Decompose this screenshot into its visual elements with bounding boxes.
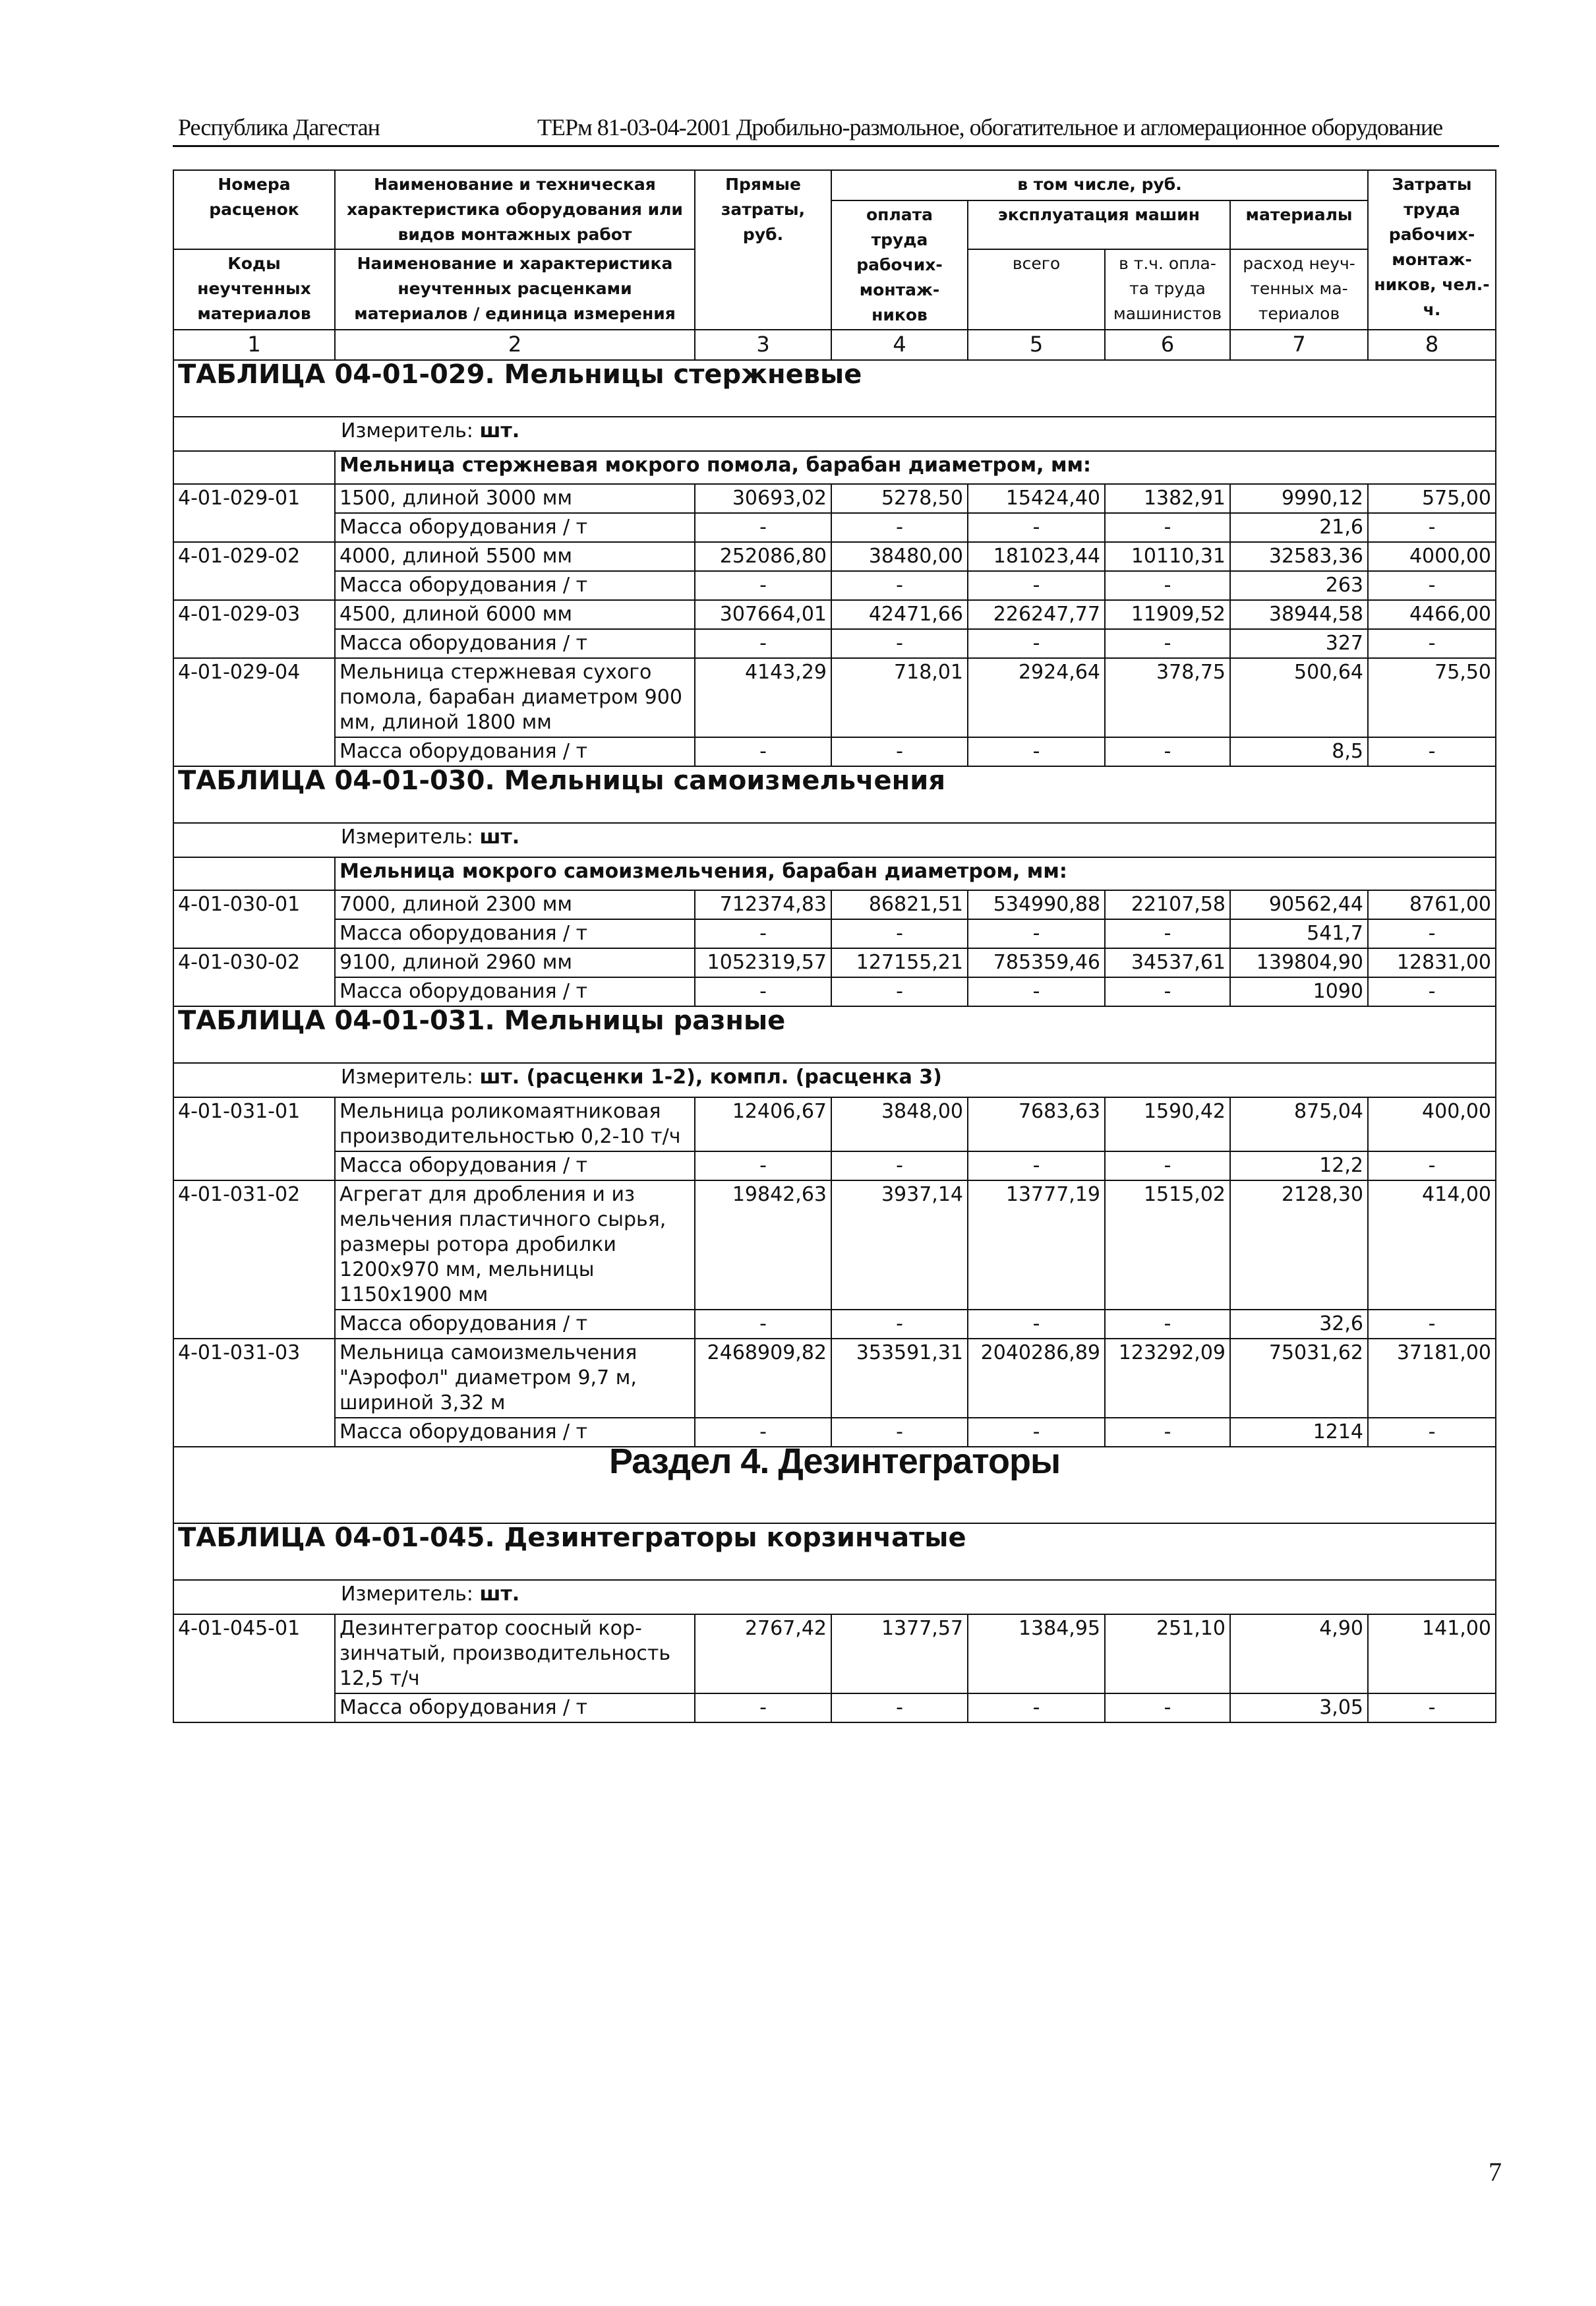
value-direct: 307664,01 <box>695 600 831 629</box>
empty-dash: - <box>1105 1693 1230 1722</box>
header-machines-total: всего <box>968 249 1105 330</box>
mass-value: 327 <box>1230 629 1368 658</box>
value-labor: 353591,31 <box>831 1339 968 1418</box>
value-labor: 127155,21 <box>831 948 968 977</box>
header-rate-numbers: Номера расценок <box>173 170 335 249</box>
header-unaccounted-materials: расход неуч-тенных ма-териалов <box>1230 249 1368 330</box>
value-mach: 181023,44 <box>968 542 1105 571</box>
value-hours: 141,00 <box>1368 1614 1496 1693</box>
rate-code: 4-01-029-04 <box>173 658 335 766</box>
table-row <box>173 542 1496 571</box>
empty-dash: - <box>968 977 1105 1006</box>
empty-dash: - <box>695 571 831 600</box>
header-including: в том числе, руб. <box>831 170 1368 200</box>
empty-dash: - <box>1368 1310 1496 1339</box>
rate-code: 4-01-031-03 <box>173 1339 335 1447</box>
item-name: 4500, длиной 6000 мм <box>335 600 695 629</box>
mass-label: Масса оборудования / т <box>335 1418 695 1447</box>
table-row <box>173 658 1496 737</box>
item-name: Мельница роликомаятниковая производительностью 0,2-10 т/ч <box>335 1097 695 1151</box>
value-mach: 785359,46 <box>968 948 1105 977</box>
mass-value: 32,6 <box>1230 1310 1368 1339</box>
empty-dash: - <box>1368 1418 1496 1447</box>
header-machinist-pay: в т.ч. опла-та труда машинистов <box>1105 249 1230 330</box>
empty-dash: - <box>831 1310 968 1339</box>
mass-row <box>173 513 1496 542</box>
value-mach_lab: 34537,61 <box>1105 948 1230 977</box>
empty-dash: - <box>695 737 831 766</box>
value-mat: 75031,62 <box>1230 1339 1368 1418</box>
header-direct-costs: Прямые затраты, руб. <box>695 170 831 330</box>
meter <box>173 417 1496 451</box>
value-mach: 2040286,89 <box>968 1339 1105 1418</box>
item-name: Мельница самоизмельчения "Аэрофол" диаметром 9,7 м, шириной 3,32 м <box>335 1339 695 1418</box>
item-name: Мельница стержневая сухого помола, барабан диаметром 900 мм, длиной 1800 мм <box>335 658 695 737</box>
value-hours: 575,00 <box>1368 484 1496 513</box>
rate-code: 4-01-030-01 <box>173 890 335 948</box>
empty-dash: - <box>1368 919 1496 948</box>
empty-dash: - <box>1368 571 1496 600</box>
value-mat: 139804,90 <box>1230 948 1368 977</box>
mass-row <box>173 571 1496 600</box>
value-mat: 9990,12 <box>1230 484 1368 513</box>
table-header <box>173 170 1496 330</box>
meter-row <box>173 417 1496 451</box>
page-number: 7 <box>1489 2157 1502 2187</box>
empty-dash: - <box>831 1151 968 1180</box>
rate-code: 4-01-029-03 <box>173 600 335 658</box>
mass-label: Масса оборудования / т <box>335 977 695 1006</box>
meter-value: шт. (расценки 1-2), компл. (расценка 3) <box>479 1066 942 1089</box>
empty-dash: - <box>695 919 831 948</box>
value-mach_lab: 123292,09 <box>1105 1339 1230 1418</box>
table-row <box>173 890 1496 919</box>
value-hours: 8761,00 <box>1368 890 1496 919</box>
empty-dash: - <box>831 571 968 600</box>
mass-row <box>173 1310 1496 1339</box>
empty-dash: - <box>831 919 968 948</box>
value-mat: 38944,58 <box>1230 600 1368 629</box>
header-materials: материалы <box>1230 200 1368 249</box>
empty-dash: - <box>1105 977 1230 1006</box>
column-numbers <box>173 330 1496 360</box>
value-mach_lab: 251,10 <box>1105 1614 1230 1693</box>
value-mat: 4,90 <box>1230 1614 1368 1693</box>
subheading: Мельница стержневая мокрого помола, барабан диаметром, мм: <box>335 451 1496 484</box>
header-name-top: Наименование и техническая характеристика оборудования или видов монтажных работ <box>335 170 695 249</box>
meter-value: шт. <box>479 419 520 442</box>
empty-dash: - <box>1105 737 1230 766</box>
section-row <box>173 1447 1496 1523</box>
meter <box>173 823 1496 857</box>
header-material-codes: Коды неучтенных материалов <box>173 249 335 330</box>
meter <box>173 1063 1496 1097</box>
value-mach: 226247,77 <box>968 600 1105 629</box>
empty-dash: - <box>968 919 1105 948</box>
header-rule <box>173 145 1499 147</box>
running-header-left: Республика Дагестан <box>178 114 380 140</box>
item-name: 9100, длиной 2960 мм <box>335 948 695 977</box>
value-hours: 400,00 <box>1368 1097 1496 1151</box>
value-mach_lab: 10110,31 <box>1105 542 1230 571</box>
running-header <box>178 109 1503 146</box>
value-direct: 30693,02 <box>695 484 831 513</box>
value-labor: 1377,57 <box>831 1614 968 1693</box>
empty-dash: - <box>1105 1310 1230 1339</box>
table-row <box>173 484 1496 513</box>
empty-dash: - <box>1368 1151 1496 1180</box>
rate-code: 4-01-029-02 <box>173 542 335 600</box>
empty-dash: - <box>1368 977 1496 1006</box>
value-mach: 1384,95 <box>968 1614 1105 1693</box>
value-hours: 4000,00 <box>1368 542 1496 571</box>
empty-dash: - <box>831 737 968 766</box>
empty-dash: - <box>1368 1693 1496 1722</box>
table-title: ТАБЛИЦА 04-01-031. Мельницы разные <box>173 1006 1496 1063</box>
value-labor: 3937,14 <box>831 1180 968 1310</box>
mass-value: 3,05 <box>1230 1693 1368 1722</box>
meter-value: шт. <box>479 826 520 849</box>
empty-dash: - <box>968 629 1105 658</box>
column-number: 3 <box>695 330 831 360</box>
subheading-row <box>173 857 1496 890</box>
value-mat: 875,04 <box>1230 1097 1368 1151</box>
item-name: 4000, длиной 5500 мм <box>335 542 695 571</box>
table-row <box>173 1339 1496 1418</box>
value-labor: 3848,00 <box>831 1097 968 1151</box>
value-mat: 500,64 <box>1230 658 1368 737</box>
value-direct: 712374,83 <box>695 890 831 919</box>
running-header-right: ТЕРм 81-03-04-2001 Дробильно-размольное, обогатительное и агломерационное оборудование <box>537 114 1443 140</box>
mass-label: Масса оборудования / т <box>335 737 695 766</box>
mass-value: 21,6 <box>1230 513 1368 542</box>
empty-dash: - <box>831 629 968 658</box>
mass-label: Масса оборудования / т <box>335 1310 695 1339</box>
empty-dash: - <box>1105 571 1230 600</box>
value-mach: 15424,40 <box>968 484 1105 513</box>
empty-dash: - <box>1368 513 1496 542</box>
mass-label: Масса оборудования / т <box>335 629 695 658</box>
table-row <box>173 1614 1496 1693</box>
mass-value: 541,7 <box>1230 919 1368 948</box>
mass-label: Масса оборудования / т <box>335 571 695 600</box>
empty-dash: - <box>695 1151 831 1180</box>
meter <box>173 1580 1496 1614</box>
meter-label: Измеритель: <box>341 419 473 442</box>
mass-value: 8,5 <box>1230 737 1368 766</box>
mass-row <box>173 629 1496 658</box>
value-labor: 38480,00 <box>831 542 968 571</box>
table-title-row <box>173 1006 1496 1063</box>
mass-row <box>173 919 1496 948</box>
empty-dash: - <box>968 1310 1105 1339</box>
value-mach: 534990,88 <box>968 890 1105 919</box>
mass-row <box>173 1151 1496 1180</box>
empty-dash: - <box>968 571 1105 600</box>
table-row <box>173 948 1496 977</box>
value-mach_lab: 378,75 <box>1105 658 1230 737</box>
column-number: 8 <box>1368 330 1496 360</box>
value-hours: 75,50 <box>1368 658 1496 737</box>
empty-dash: - <box>695 513 831 542</box>
value-mach_lab: 11909,52 <box>1105 600 1230 629</box>
empty-dash: - <box>968 1693 1105 1722</box>
meter-row <box>173 1580 1496 1614</box>
value-hours: 414,00 <box>1368 1180 1496 1310</box>
empty-dash: - <box>831 977 968 1006</box>
rate-code: 4-01-031-01 <box>173 1097 335 1180</box>
header-labor-hours: Затраты труда рабочих-монтаж-ников, чел.-ч. <box>1368 170 1496 330</box>
empty-dash: - <box>831 1418 968 1447</box>
item-name: Агрегат для дробления и из мельчения пластичного сырья, размеры ротора дробилки 1200х970 мм, мельницы 1150х1900 мм <box>335 1180 695 1310</box>
value-mach_lab: 1382,91 <box>1105 484 1230 513</box>
value-direct: 4143,29 <box>695 658 831 737</box>
value-direct: 19842,63 <box>695 1180 831 1310</box>
value-labor: 86821,51 <box>831 890 968 919</box>
mass-value: 1090 <box>1230 977 1368 1006</box>
table-title-row <box>173 360 1496 417</box>
subheading-spacer <box>173 451 335 484</box>
value-direct: 12406,67 <box>695 1097 831 1151</box>
empty-dash: - <box>695 629 831 658</box>
column-number: 1 <box>173 330 335 360</box>
mass-row <box>173 737 1496 766</box>
value-hours: 12831,00 <box>1368 948 1496 977</box>
meter-label: Измеритель: <box>341 1066 473 1089</box>
empty-dash: - <box>1368 629 1496 658</box>
value-mat: 2128,30 <box>1230 1180 1368 1310</box>
header-machines: эксплуатация машин <box>968 200 1230 249</box>
value-direct: 1052319,57 <box>695 948 831 977</box>
empty-dash: - <box>1105 629 1230 658</box>
meter-value: шт. <box>479 1583 520 1606</box>
header-name-bottom: Наименование и характеристика неучтенных расценками материалов / единица измерения <box>335 249 695 330</box>
value-labor: 5278,50 <box>831 484 968 513</box>
column-number: 6 <box>1105 330 1230 360</box>
value-hours: 4466,00 <box>1368 600 1496 629</box>
section-title: Раздел 4. Дезинтеграторы <box>173 1447 1496 1523</box>
empty-dash: - <box>695 977 831 1006</box>
column-number: 7 <box>1230 330 1368 360</box>
table-row <box>173 1097 1496 1151</box>
subheading-spacer <box>173 857 335 890</box>
mass-label: Масса оборудования / т <box>335 513 695 542</box>
table-title: ТАБЛИЦА 04-01-030. Мельницы самоизмельчения <box>173 766 1496 823</box>
item-name: 1500, длиной 3000 мм <box>335 484 695 513</box>
value-mat: 32583,36 <box>1230 542 1368 571</box>
mass-label: Масса оборудования / т <box>335 1151 695 1180</box>
mass-row <box>173 977 1496 1006</box>
value-direct: 252086,80 <box>695 542 831 571</box>
value-mach: 13777,19 <box>968 1180 1105 1310</box>
value-mach: 7683,63 <box>968 1097 1105 1151</box>
price-table <box>173 169 1496 1723</box>
subheading: Мельница мокрого самоизмельчения, барабан диаметром, мм: <box>335 857 1496 890</box>
rate-code: 4-01-031-02 <box>173 1180 335 1339</box>
rate-code: 4-01-030-02 <box>173 948 335 1006</box>
value-labor: 718,01 <box>831 658 968 737</box>
meter-label: Измеритель: <box>341 1583 473 1606</box>
mass-row <box>173 1693 1496 1722</box>
value-mach_lab: 22107,58 <box>1105 890 1230 919</box>
rate-code: 4-01-029-01 <box>173 484 335 542</box>
column-number: 2 <box>335 330 695 360</box>
empty-dash: - <box>968 1418 1105 1447</box>
value-direct: 2468909,82 <box>695 1339 831 1418</box>
value-direct: 2767,42 <box>695 1614 831 1693</box>
empty-dash: - <box>695 1693 831 1722</box>
table-row <box>173 1180 1496 1310</box>
table-body <box>173 360 1496 1722</box>
empty-dash: - <box>1105 1151 1230 1180</box>
value-mach_lab: 1515,02 <box>1105 1180 1230 1310</box>
value-mat: 90562,44 <box>1230 890 1368 919</box>
mass-value: 12,2 <box>1230 1151 1368 1180</box>
mass-value: 1214 <box>1230 1418 1368 1447</box>
empty-dash: - <box>968 1151 1105 1180</box>
empty-dash: - <box>831 513 968 542</box>
empty-dash: - <box>1105 1418 1230 1447</box>
subheading-row <box>173 451 1496 484</box>
value-labor: 42471,66 <box>831 600 968 629</box>
table-title-row <box>173 1523 1496 1580</box>
mass-label: Масса оборудования / т <box>335 1693 695 1722</box>
empty-dash: - <box>1368 737 1496 766</box>
table-title: ТАБЛИЦА 04-01-029. Мельницы стержневые <box>173 360 1496 417</box>
table-row <box>173 600 1496 629</box>
item-name: 7000, длиной 2300 мм <box>335 890 695 919</box>
table-title: ТАБЛИЦА 04-01-045. Дезинтеграторы корзинчатые <box>173 1523 1496 1580</box>
mass-value: 263 <box>1230 571 1368 600</box>
empty-dash: - <box>695 1418 831 1447</box>
table-title-row <box>173 766 1496 823</box>
mass-label: Масса оборудования / т <box>335 919 695 948</box>
meter-row <box>173 823 1496 857</box>
header-labor-pay: оплата труда рабочих-монтаж-ников <box>831 200 968 330</box>
value-hours: 37181,00 <box>1368 1339 1496 1418</box>
empty-dash: - <box>968 513 1105 542</box>
meter-row <box>173 1063 1496 1097</box>
empty-dash: - <box>968 737 1105 766</box>
rate-code: 4-01-045-01 <box>173 1614 335 1722</box>
column-number: 4 <box>831 330 968 360</box>
empty-dash: - <box>831 1693 968 1722</box>
value-mach_lab: 1590,42 <box>1105 1097 1230 1151</box>
price-table-frame <box>173 169 1495 2306</box>
column-number: 5 <box>968 330 1105 360</box>
empty-dash: - <box>1105 919 1230 948</box>
value-mach: 2924,64 <box>968 658 1105 737</box>
empty-dash: - <box>695 1310 831 1339</box>
meter-label: Измеритель: <box>341 826 473 849</box>
empty-dash: - <box>1105 513 1230 542</box>
item-name: Дезинтегратор соосный кор-зинчатый, производительность 12,5 т/ч <box>335 1614 695 1693</box>
